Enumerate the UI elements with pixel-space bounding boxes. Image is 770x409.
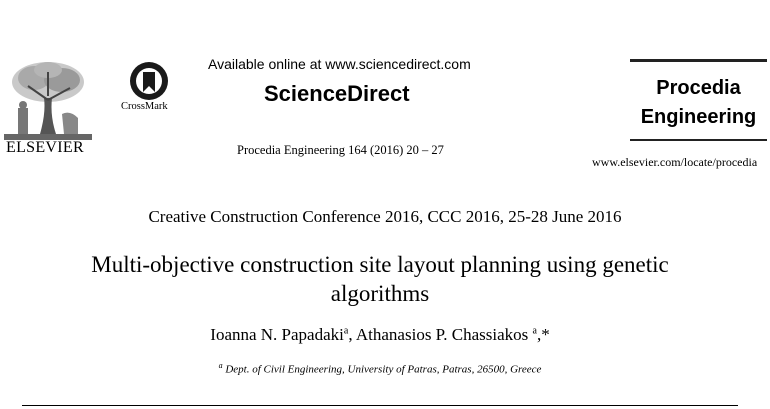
- author-name: Athanasios P. Chassiakos: [355, 325, 529, 344]
- elsevier-tree-logo: [4, 58, 92, 140]
- journal-url: www.elsevier.com/locate/procedia: [592, 155, 758, 169]
- article-title-line1: Multi-objective construction site layout planning using genetic: [91, 252, 669, 277]
- affiliation: [0, 361, 760, 376]
- author-separator: ,: [348, 325, 356, 344]
- publisher-name: ELSEVIER: [6, 139, 84, 156]
- available-online-text: Available online at www.sciencedirect.com: [208, 56, 471, 72]
- journal-name-line2: Engineering: [640, 106, 757, 128]
- corresponding-author-marker: ,*: [536, 325, 550, 344]
- conference-line: Creative Construction Conference 2016, CCC 2016, 25-28 June 2016: [148, 207, 622, 226]
- affiliation-marker: a: [532, 325, 537, 337]
- author-name: Ioanna N. Papadaki: [210, 325, 344, 344]
- author-list: [0, 325, 760, 345]
- article-title-line2: algorithms: [330, 281, 430, 306]
- affiliation-marker: a: [218, 361, 223, 370]
- sciencedirect-title: ScienceDirect: [264, 81, 410, 106]
- journal-name-line1: Procedia: [656, 77, 741, 99]
- affiliation-marker: a: [343, 325, 349, 337]
- affiliation-text: Dept. of Civil Engineering, University of Patras, Patras, 26500, Greece: [225, 363, 542, 376]
- crossmark-label: CrossMark: [121, 101, 168, 112]
- journal-citation: Procedia Engineering 164 (2016) 20 – 27: [237, 143, 444, 157]
- section-divider: [22, 405, 738, 406]
